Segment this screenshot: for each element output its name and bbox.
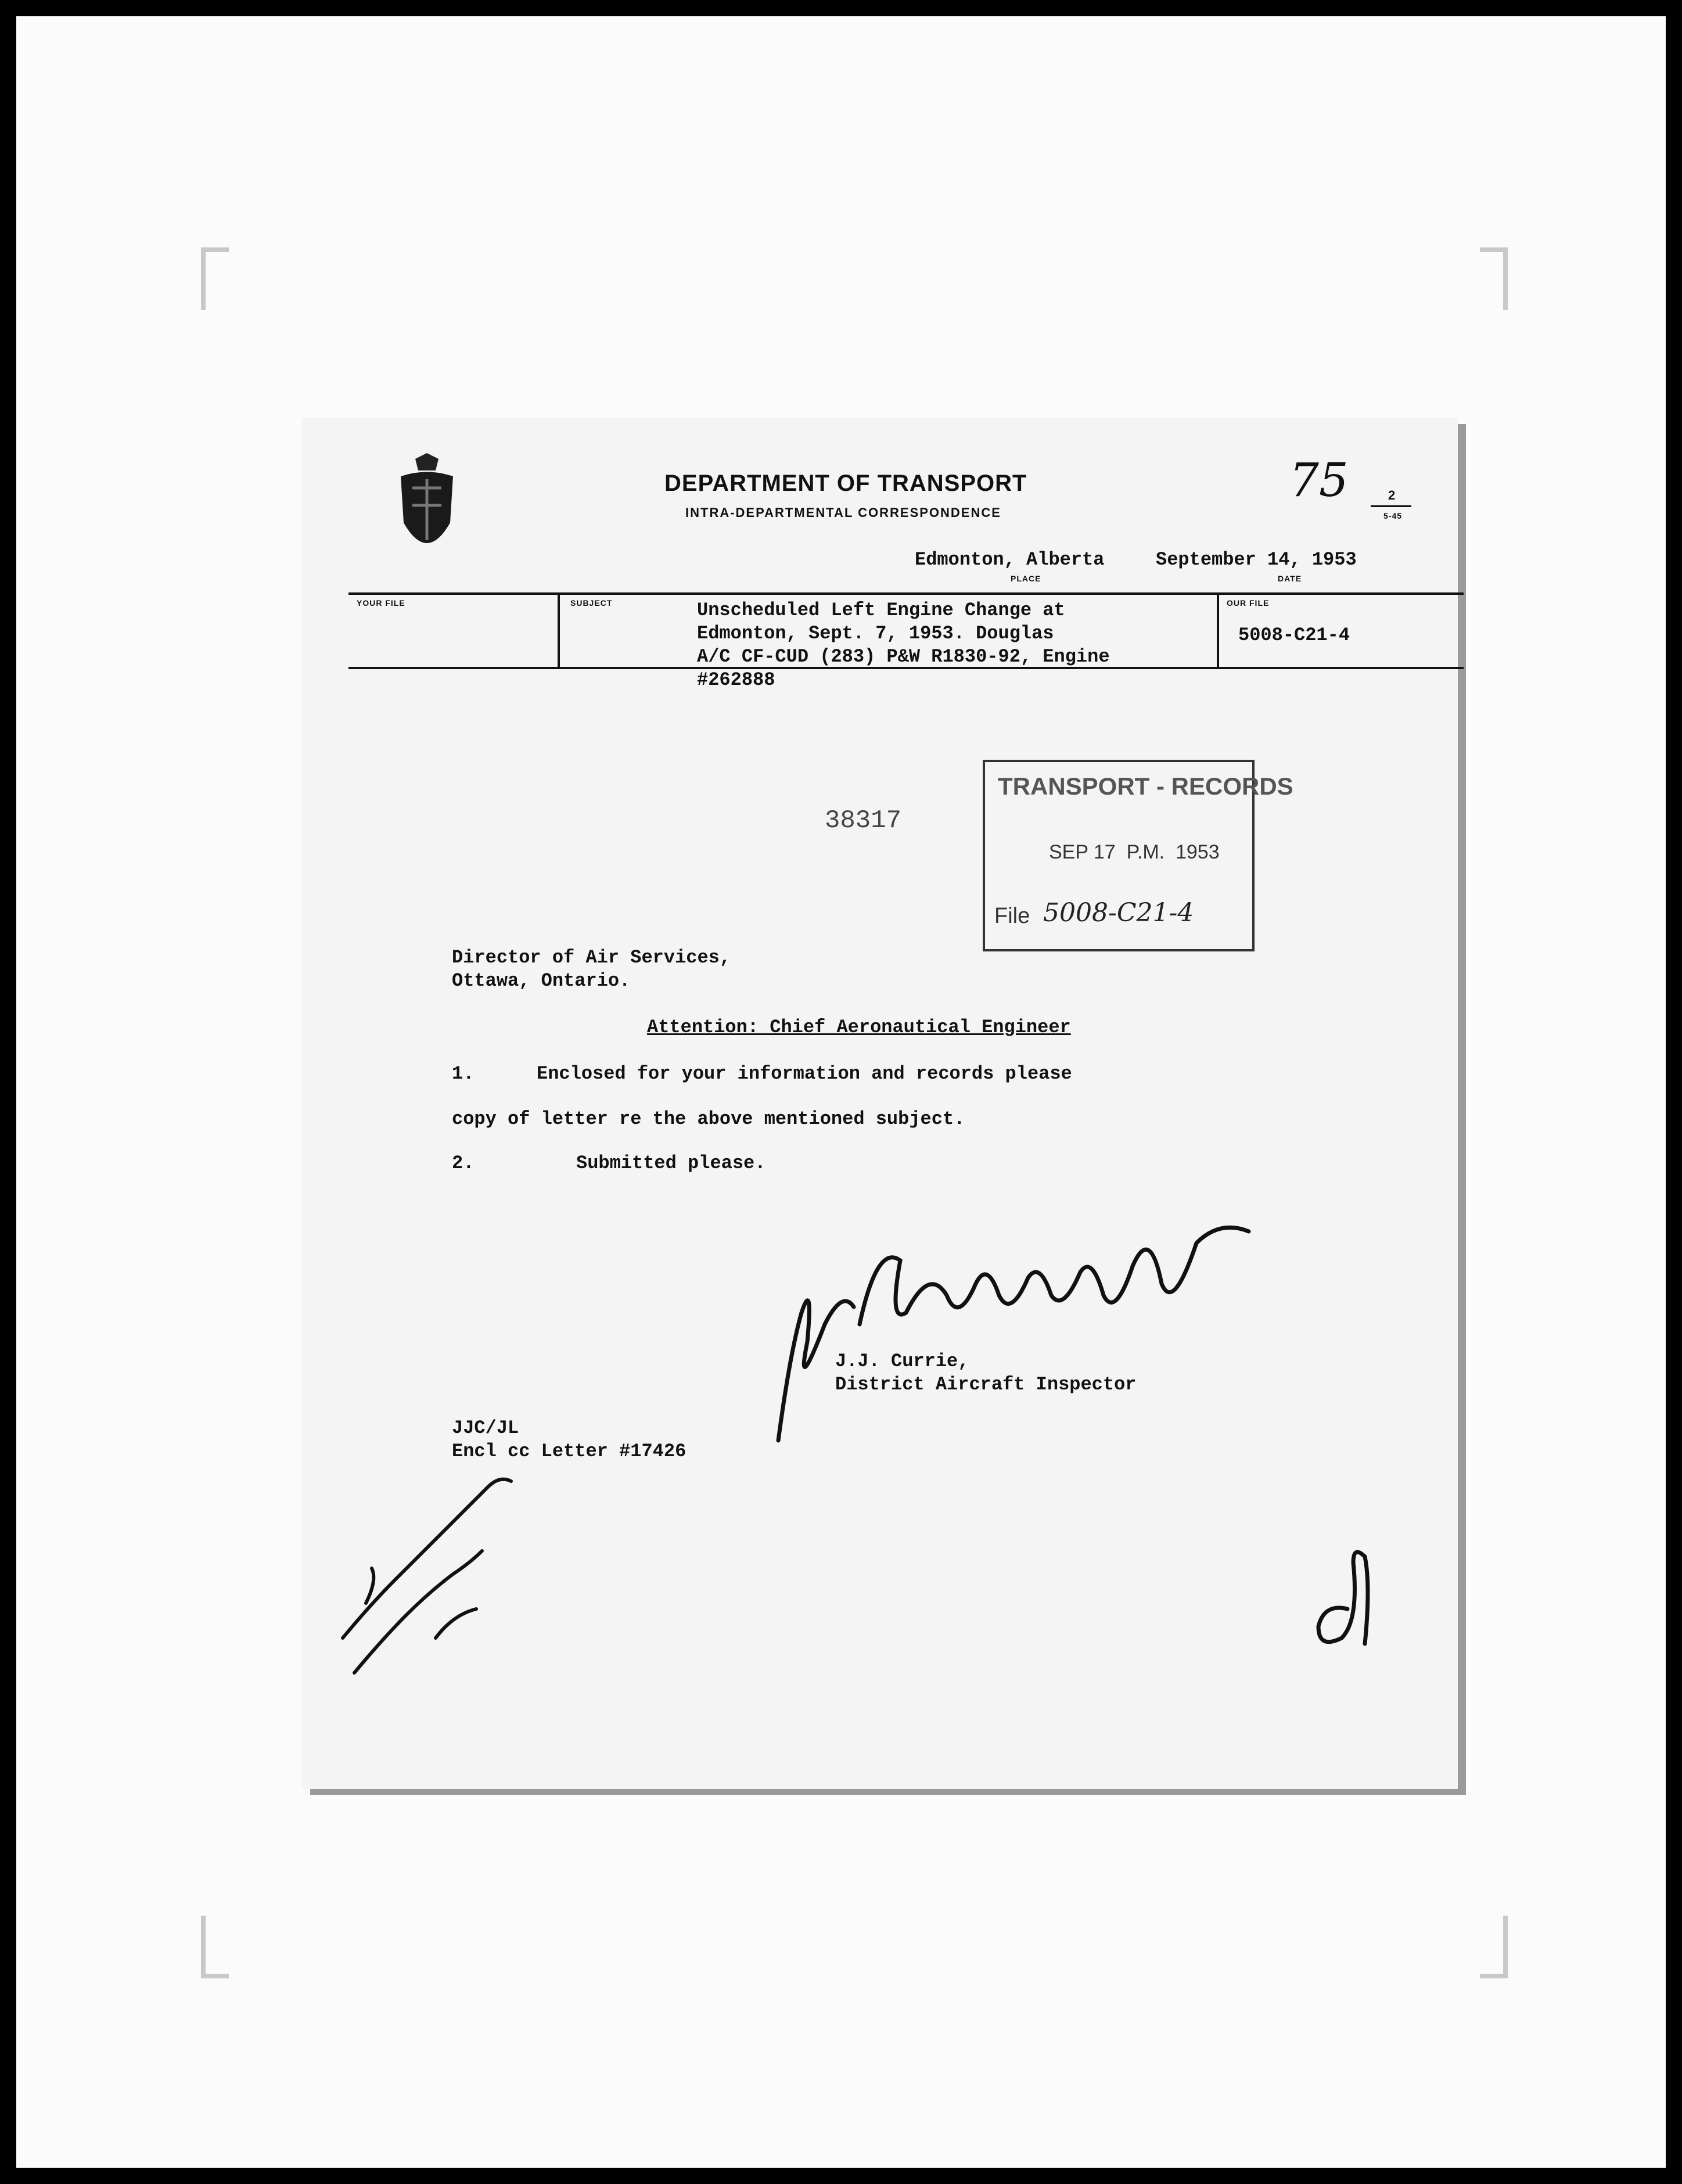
records-stamp xyxy=(983,760,1293,951)
place-caption: PLACE xyxy=(1011,574,1041,583)
para-1-line-2: copy of letter re the above mentioned subject. xyxy=(452,1108,965,1130)
subject-line-3: A/C CF-CUD (283) P&W R1830-92, Engine xyxy=(697,646,1110,667)
subject-line-2: Edmonton, Sept. 7, 1953. Douglas xyxy=(697,623,1054,644)
date-value: September 14, 1953 xyxy=(1156,549,1357,570)
signatory-title: District Aircraft Inspector xyxy=(835,1374,1137,1395)
place-value: Edmonton, Alberta xyxy=(915,549,1105,570)
form-number: 2 xyxy=(1388,488,1396,502)
header-top-rule xyxy=(348,592,1464,595)
subject-line-1: Unscheduled Left Engine Change at xyxy=(697,599,1065,621)
handwritten-signature xyxy=(755,1208,1255,1452)
handwritten-initials xyxy=(1301,1539,1394,1655)
crop-mark-bottom-left xyxy=(201,1916,229,1978)
subject-caption: SUBJECT xyxy=(570,598,613,608)
para-1-line-1: Enclosed for your information and records please xyxy=(537,1063,1072,1084)
para-2-text: Submitted please. xyxy=(576,1152,766,1174)
coat-of-arms-icon xyxy=(383,453,470,569)
para-2-number: 2. xyxy=(452,1152,475,1174)
subject-line-4: #262888 xyxy=(697,669,775,691)
reference-initials: JJC/JL xyxy=(452,1417,519,1439)
header-divider-2 xyxy=(1217,592,1219,668)
crop-mark-top-left xyxy=(201,247,229,310)
stamp-title: TRANSPORT - RECORDS xyxy=(998,773,1293,800)
stamp-file-value: 5008-C21-4 xyxy=(1043,898,1194,928)
stamp-date: SEP 17 P.M. 1953 xyxy=(1049,841,1220,863)
handwritten-margin-note xyxy=(319,1464,552,1684)
memo-page xyxy=(302,418,1458,1789)
enclosure-line: Encl cc Letter #17426 xyxy=(452,1441,687,1462)
crop-mark-top-right xyxy=(1480,247,1508,310)
para-1-number: 1. xyxy=(452,1063,475,1084)
your-file-caption: YOUR FILE xyxy=(357,598,405,608)
our-file-value: 5008-C21-4 xyxy=(1238,624,1350,646)
form-code: 5-45 xyxy=(1383,511,1403,520)
department-title: DEPARTMENT OF TRANSPORT xyxy=(664,470,1027,496)
department-subtitle: INTRA-DEPARTMENTAL CORRESPONDENCE xyxy=(685,505,1001,520)
stamp-file-label: File xyxy=(994,904,1030,928)
our-file-caption: OUR FILE xyxy=(1227,598,1270,608)
registry-number: 38317 xyxy=(825,806,902,835)
form-number-rule xyxy=(1371,505,1411,507)
signatory-name: J.J. Currie, xyxy=(835,1350,969,1372)
crop-mark-bottom-right xyxy=(1480,1916,1508,1978)
date-caption: DATE xyxy=(1278,574,1302,583)
page-number-handwritten: 75 xyxy=(1289,453,1349,507)
header-divider-1 xyxy=(558,592,560,668)
addressee-line-2: Ottawa, Ontario. xyxy=(452,970,631,992)
addressee-line-1: Director of Air Services, xyxy=(452,947,731,968)
attention-line: Attention: Chief Aeronautical Engineer xyxy=(647,1016,1071,1038)
